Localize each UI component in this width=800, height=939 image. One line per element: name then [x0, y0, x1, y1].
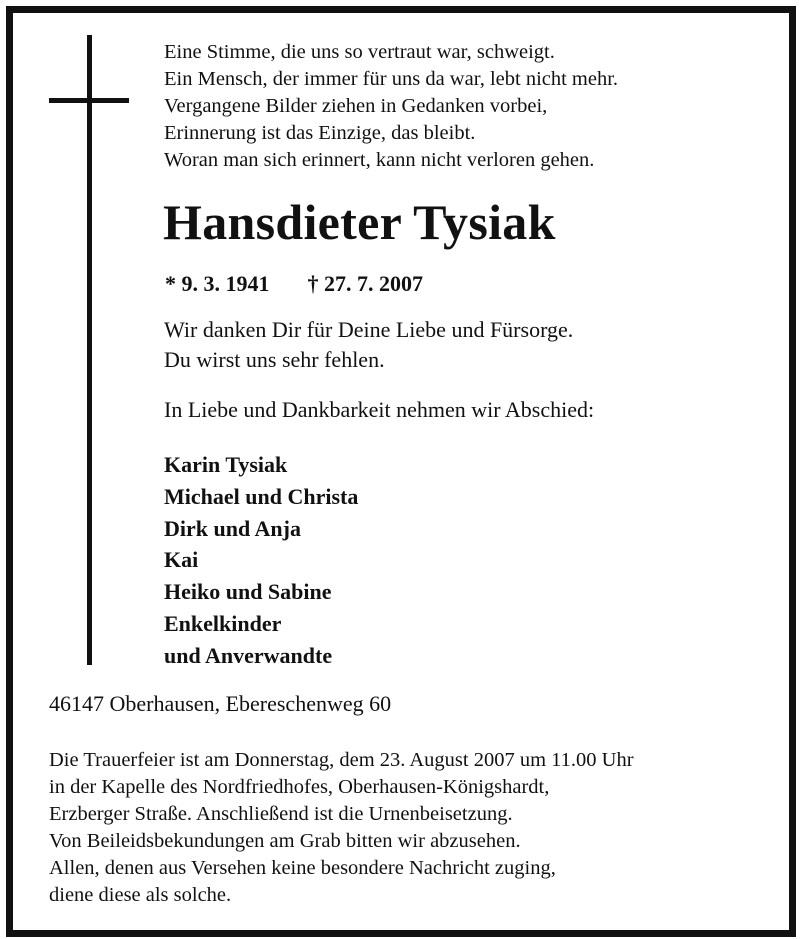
- poem-line: Vergangene Bilder ziehen in Gedanken vorbei,: [164, 95, 548, 117]
- mourner-name: Enkelkinder: [164, 610, 282, 636]
- family-address: 46147 Oberhausen, Ebereschenweg 60: [49, 691, 392, 716]
- poem-line: Ein Mensch, der immer für uns da war, lebt nicht mehr.: [164, 68, 619, 90]
- service-line: Allen, denen aus Versehen keine besondere Nachricht zuging,: [49, 857, 556, 879]
- thanks-line: Wir danken Dir für Deine Liebe und Fürsorge.: [164, 317, 574, 342]
- service-line: Erzberger Straße. Anschließend ist die Urnenbeisetzung.: [49, 803, 513, 825]
- memorial-poem: [164, 39, 618, 174]
- thanks-text: [164, 315, 573, 375]
- poem-line: Eine Stimme, die uns so vertraut war, schweigt.: [164, 41, 555, 63]
- obituary-frame: [6, 6, 796, 937]
- cross-vertical-bar: [87, 35, 92, 665]
- mourner-name: Kai: [164, 547, 199, 573]
- service-line: Die Trauerfeier ist am Donnerstag, dem 23. August 2007 um 11.00 Uhr: [49, 749, 634, 771]
- birth-date: * 9. 3. 1941: [165, 271, 270, 296]
- mourner-name: und Anverwandte: [164, 642, 333, 668]
- mourners-list: [164, 449, 358, 672]
- thanks-line: Du wirst uns sehr fehlen.: [164, 347, 385, 372]
- funeral-service-info: [49, 747, 634, 909]
- service-line: diene diese als solche.: [49, 884, 232, 906]
- poem-line: Erinnerung ist das Einzige, das bleibt.: [164, 122, 476, 144]
- service-line: Von Beileidsbekundungen am Grab bitten wir abzusehen.: [49, 830, 521, 852]
- poem-line: Woran man sich erinnert, kann nicht verloren gehen.: [164, 149, 595, 171]
- service-line: in der Kapelle des Nordfriedhofes, Oberhausen-Königshardt,: [49, 776, 550, 798]
- mourner-name: Dirk und Anja: [164, 515, 301, 541]
- life-dates: [165, 271, 423, 297]
- deceased-name: Hansdieter Tysiak: [163, 194, 556, 250]
- death-date: † 27. 7. 2007: [307, 271, 423, 296]
- cross-horizontal-bar: [49, 98, 129, 103]
- farewell-line: In Liebe und Dankbarkeit nehmen wir Abschied:: [164, 397, 595, 422]
- mourner-name: Heiko und Sabine: [164, 579, 332, 605]
- mourner-name: Michael und Christa: [164, 483, 359, 509]
- mourner-name: Karin Tysiak: [164, 452, 288, 477]
